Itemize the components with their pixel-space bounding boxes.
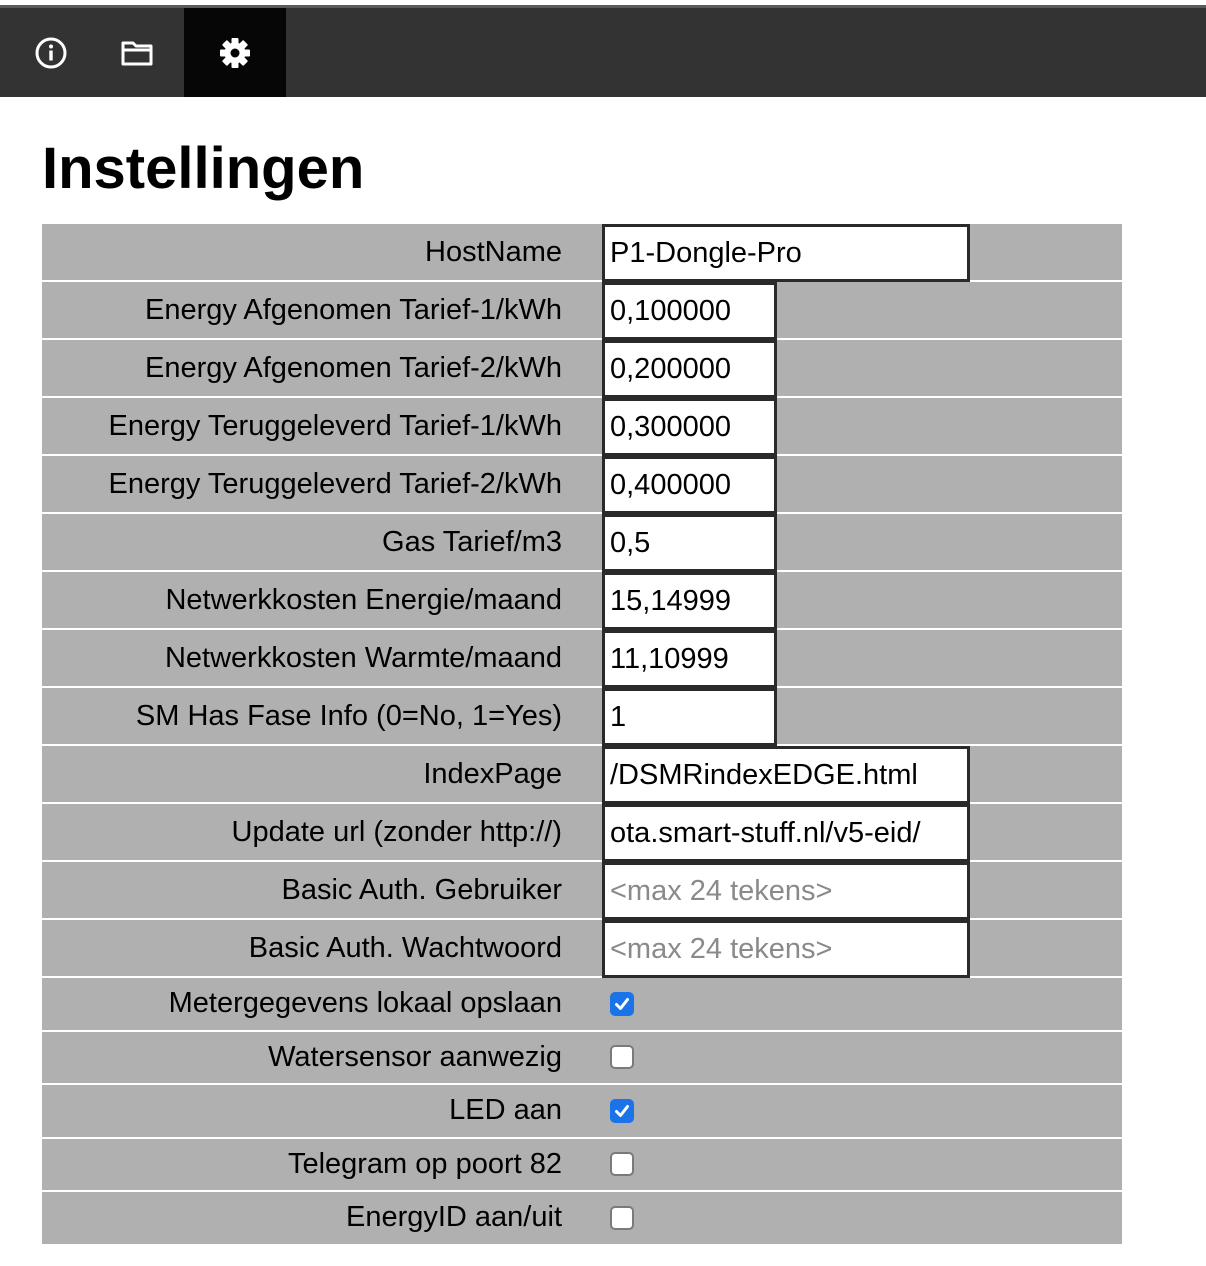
led-on-checkbox[interactable]	[610, 1099, 634, 1123]
setting-row-auth-user	[42, 862, 1122, 920]
setting-row-telegram-82	[42, 1139, 1122, 1193]
er-tariff1-input[interactable]	[602, 398, 777, 456]
setting-label: Telegram op poort 82	[287, 1147, 562, 1180]
setting-row-er-tariff2	[42, 456, 1122, 514]
setting-row-led-on	[42, 1085, 1122, 1139]
setting-label: Energy Afgenomen Tarief-2/kWh	[145, 351, 562, 384]
setting-label: Gas Tarief/m3	[382, 525, 562, 558]
setting-label: Metergegevens lokaal opslaan	[168, 987, 562, 1020]
setting-label: Basic Auth. Gebruiker	[281, 873, 562, 906]
setting-row-store-local	[42, 978, 1122, 1032]
setting-label: Watersensor aanwezig	[268, 1040, 562, 1073]
top-navbar	[0, 8, 1206, 97]
ed-tariff2-input[interactable]	[602, 340, 777, 398]
telegram-82-checkbox[interactable]	[610, 1152, 634, 1176]
energyid-checkbox[interactable]	[610, 1206, 634, 1230]
setting-row-ed-tariff2	[42, 340, 1122, 398]
net-energy-input[interactable]	[602, 572, 777, 630]
index-page-input[interactable]	[602, 746, 970, 804]
setting-row-water-sensor	[42, 1032, 1122, 1086]
page-title: Instellingen	[42, 136, 365, 201]
hostname-input[interactable]	[602, 224, 970, 282]
setting-label: HostName	[425, 235, 562, 268]
fase-info-input[interactable]	[602, 688, 777, 746]
setting-label: Update url (zonder http://)	[231, 815, 562, 848]
checkmark-icon	[613, 1102, 631, 1120]
setting-label: Netwerkkosten Energie/maand	[165, 583, 562, 616]
setting-row-net-energy	[42, 572, 1122, 630]
setting-label: Basic Auth. Wachtwoord	[248, 931, 562, 964]
setting-row-net-heat	[42, 630, 1122, 688]
setting-row-index-page	[42, 746, 1122, 804]
gear-icon	[218, 36, 252, 70]
setting-label: SM Has Fase Info (0=No, 1=Yes)	[135, 699, 562, 732]
gas-tariff-input[interactable]	[602, 514, 777, 572]
settings-table	[42, 224, 1122, 1246]
setting-label: Netwerkkosten Warmte/maand	[164, 641, 562, 674]
setting-row-energyid	[42, 1192, 1122, 1246]
setting-row-update-url	[42, 804, 1122, 862]
update-url-input[interactable]	[602, 804, 970, 862]
setting-row-fase-info	[42, 688, 1122, 746]
ed-tariff1-input[interactable]	[602, 282, 777, 340]
folder-icon	[120, 38, 154, 68]
checkmark-icon	[613, 995, 631, 1013]
setting-label: IndexPage	[423, 757, 562, 790]
setting-row-gas-tariff	[42, 514, 1122, 572]
setting-label: EnergyID aan/uit	[345, 1201, 562, 1234]
auth-user-input[interactable]	[602, 862, 970, 920]
nav-files-button[interactable]	[86, 8, 188, 97]
setting-label: Energy Teruggeleverd Tarief-1/kWh	[108, 409, 562, 442]
nav-settings-button[interactable]	[184, 8, 286, 97]
setting-row-er-tariff1	[42, 398, 1122, 456]
setting-row-auth-pass	[42, 920, 1122, 978]
auth-pass-input[interactable]	[602, 920, 970, 978]
water-sensor-checkbox[interactable]	[610, 1045, 634, 1069]
info-icon	[34, 36, 68, 70]
net-heat-input[interactable]	[602, 630, 777, 688]
setting-row-ed-tariff1	[42, 282, 1122, 340]
setting-label: LED aan	[449, 1094, 562, 1127]
setting-row-hostname	[42, 224, 1122, 282]
setting-label: Energy Afgenomen Tarief-1/kWh	[145, 293, 562, 326]
setting-label: Energy Teruggeleverd Tarief-2/kWh	[108, 467, 562, 500]
er-tariff2-input[interactable]	[602, 456, 777, 514]
top-border	[0, 0, 1206, 8]
store-local-checkbox[interactable]	[610, 992, 634, 1016]
